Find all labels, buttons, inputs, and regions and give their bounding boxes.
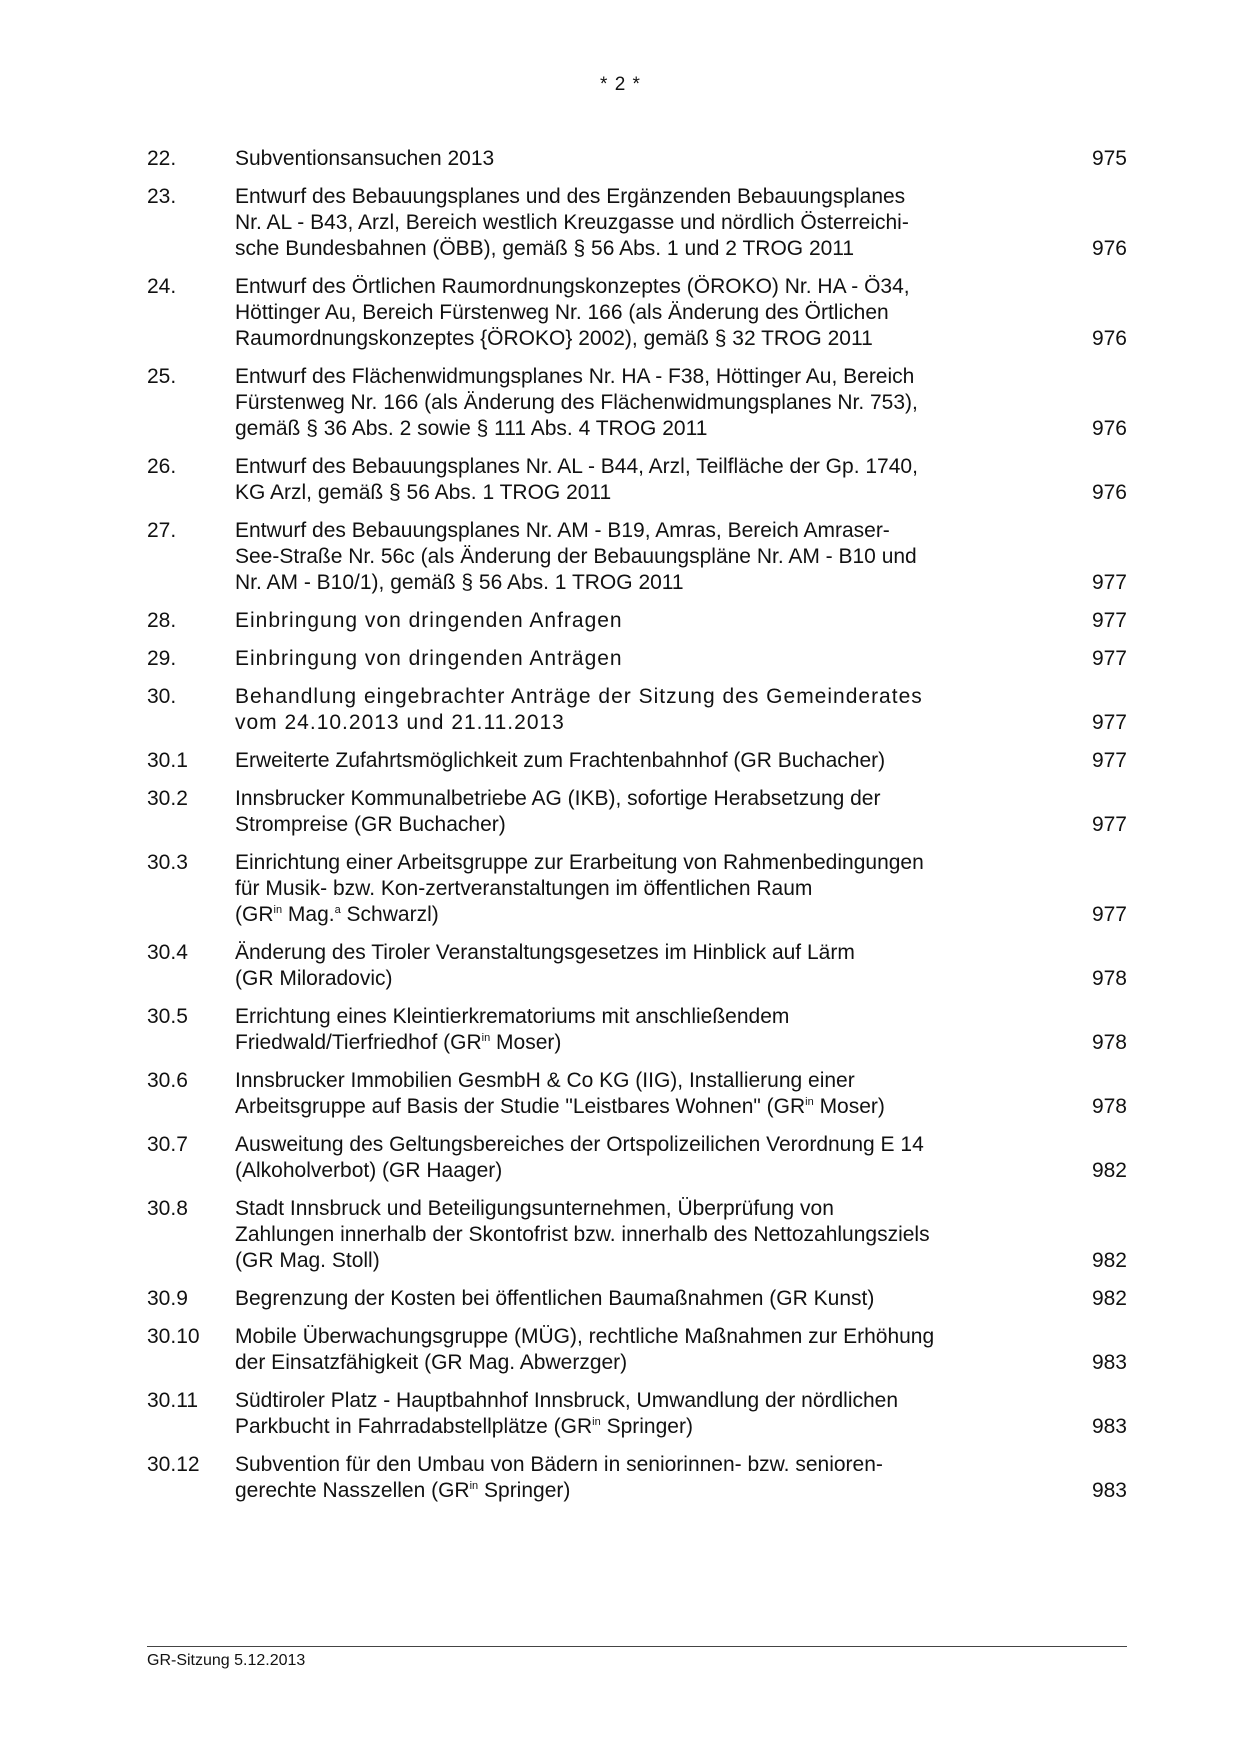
toc-entry <box>147 684 1127 736</box>
toc-entry-number: 30.9 <box>147 1287 188 1310</box>
toc-entry-page: 976 <box>1091 237 1127 260</box>
toc-entry-number: 30.1 <box>147 749 188 772</box>
toc-entry-line: vom 24.10.2013 und 21.11.2013 <box>235 711 565 734</box>
toc-entry-title <box>235 1132 1003 1184</box>
toc-entry-line: sche Bundesbahnen (ÖBB), gemäß § 56 Abs. 1 und 2 TROG 2011 <box>235 237 855 260</box>
toc-entry-line: Einrichtung einer Arbeitsgruppe zur Erarbeitung von Rahmenbedingungen <box>235 851 924 874</box>
toc-entry-page: 978 <box>1091 967 1127 990</box>
toc-entry-line: See-Straße Nr. 56c (als Änderung der Bebauungspläne Nr. AM - B10 und <box>235 545 917 568</box>
toc-entry-title <box>235 1388 1003 1440</box>
toc-entry-line: Entwurf des Flächenwidmungsplanes Nr. HA - F38, Höttinger Au, Bereich <box>235 365 915 388</box>
toc-entry <box>147 1132 1127 1184</box>
toc-entry <box>147 364 1127 442</box>
toc-entry-line: Erweiterte Zufahrtsmöglichkeit zum Frachtenbahnhof (GR Buchacher) <box>235 749 886 772</box>
toc-entry <box>147 146 1127 172</box>
toc-entry-title <box>235 454 1003 506</box>
toc-entry-title <box>235 1286 1003 1312</box>
toc-entry-number: 27. <box>147 519 177 542</box>
toc-entry-line: Mobile Überwachungsgruppe (MÜG), rechtliche Maßnahmen zur Erhöhung <box>235 1325 935 1348</box>
toc-entry-line: Stadt Innsbruck und Beteiligungsunternehmen, Überprüfung von <box>235 1197 834 1220</box>
toc-entry-line: Höttinger Au, Bereich Fürstenweg Nr. 166 (als Änderung des Örtlichen <box>235 301 889 324</box>
toc-entry-page: 977 <box>1091 571 1127 594</box>
toc-entry-number: 30.7 <box>147 1133 188 1156</box>
toc-entry-number: 30.8 <box>147 1197 188 1220</box>
toc-entry-page: 977 <box>1091 711 1127 734</box>
toc-entry-page: 976 <box>1091 417 1127 440</box>
toc-entry-number: 30. <box>147 685 177 708</box>
toc-entry-line: für Musik- bzw. Kon-zertveranstaltungen im öffentlichen Raum <box>235 877 813 900</box>
toc-entry-line: Raumordnungskonzeptes {ÖROKO} 2002), gemäß § 32 TROG 2011 <box>235 327 873 350</box>
toc-entry-title <box>235 786 1003 838</box>
toc-entry-line: (GR Mag. Stoll) <box>235 1249 380 1272</box>
toc-entry-line: Änderung des Tiroler Veranstaltungsgesetzes im Hinblick auf Lärm <box>235 941 855 964</box>
toc-entry-title <box>235 364 1003 442</box>
toc-entry-line: (Alkoholverbot) (GR Haager) <box>235 1159 503 1182</box>
toc-entry-title <box>235 608 1003 634</box>
toc-entry-title <box>235 1068 1003 1120</box>
toc-entry <box>147 1196 1127 1274</box>
toc-entry-line: Zahlungen innerhalb der Skontofrist bzw. innerhalb des Nettozahlungsziels <box>235 1223 930 1246</box>
toc-entry-page: 976 <box>1091 327 1127 350</box>
toc-entry-line: Entwurf des Bebauungsplanes Nr. AM - B19, Amras, Bereich Amraser- <box>235 519 890 542</box>
toc-entry <box>147 1452 1127 1504</box>
toc-entry-line: Einbringung von dringenden Anfragen <box>235 609 623 632</box>
toc-entry-title <box>235 1452 1003 1504</box>
table-of-contents <box>147 146 1127 1516</box>
toc-entry-number: 30.5 <box>147 1005 188 1028</box>
toc-entry-number: 30.2 <box>147 787 188 810</box>
toc-entry-line: Entwurf des Örtlichen Raumordnungskonzeptes (ÖROKO) Nr. HA - Ö34, <box>235 275 910 298</box>
toc-entry-line: Einbringung von dringenden Anträgen <box>235 647 623 670</box>
toc-entry-title <box>235 518 1003 596</box>
toc-entry-line: der Einsatzfähigkeit (GR Mag. Abwerzger) <box>235 1351 628 1374</box>
toc-entry-title <box>235 184 1003 262</box>
toc-entry-number: 30.12 <box>147 1453 200 1476</box>
toc-entry-number: 30.3 <box>147 851 188 874</box>
toc-entry-line: Ausweitung des Geltungsbereiches der Ortspolizeilichen Verordnung E 14 <box>235 1133 924 1156</box>
toc-entry <box>147 748 1127 774</box>
toc-entry <box>147 1286 1127 1312</box>
toc-entry-line: Begrenzung der Kosten bei öffentlichen Baumaßnahmen (GR Kunst) <box>235 1287 875 1310</box>
toc-entry <box>147 184 1127 262</box>
toc-entry-title <box>235 1004 1003 1056</box>
toc-entry-line: Entwurf des Bebauungsplanes Nr. AL - B44, Arzl, Teilfläche der Gp. 1740, <box>235 455 918 478</box>
toc-entry <box>147 274 1127 352</box>
toc-entry-line: (GR Miloradovic) <box>235 967 393 990</box>
toc-entry-line: Fürstenweg Nr. 166 (als Änderung des Flächenwidmungsplanes Nr. 753), <box>235 391 918 414</box>
toc-entry <box>147 1324 1127 1376</box>
toc-entry <box>147 1068 1127 1120</box>
toc-entry <box>147 940 1127 992</box>
toc-entry-page: 977 <box>1091 647 1127 670</box>
toc-entry-line: Behandlung eingebrachter Anträge der Sitzung des Gemeinderates <box>235 685 923 708</box>
toc-entry <box>147 518 1127 596</box>
toc-entry-title <box>235 646 1003 672</box>
toc-entry <box>147 454 1127 506</box>
toc-entry-page: 982 <box>1091 1287 1127 1310</box>
toc-entry-number: 30.4 <box>147 941 188 964</box>
toc-entry-line: Subvention für den Umbau von Bädern in seniorinnen- bzw. senioren- <box>235 1453 883 1476</box>
toc-entry <box>147 1388 1127 1440</box>
toc-entry-page: 983 <box>1091 1415 1127 1438</box>
toc-entry-title <box>235 1196 1003 1274</box>
toc-entry-page: 977 <box>1091 903 1127 926</box>
toc-entry-number: 30.6 <box>147 1069 188 1092</box>
toc-entry-title <box>235 146 1003 172</box>
toc-entry-page: 978 <box>1091 1031 1127 1054</box>
toc-entry-number: 26. <box>147 455 177 478</box>
toc-entry-number: 29. <box>147 647 177 670</box>
toc-entry-line: Innsbrucker Immobilien GesmbH & Co KG (IIG), Installierung einer <box>235 1069 855 1092</box>
toc-entry-line: Entwurf des Bebauungsplanes und des Ergänzenden Bebauungsplanes <box>235 185 906 208</box>
toc-entry-line: ($GR^{in}$ Mag.$^a$ Schwarzl) <box>235 903 439 926</box>
toc-entry-page: 977 <box>1091 749 1127 772</box>
toc-entry-line: Errichtung eines Kleintierkrematoriums mit anschließendem <box>235 1005 790 1028</box>
toc-entry-line: gemäß § 36 Abs. 2 sowie § 111 Abs. 4 TROG 2011 <box>235 417 708 440</box>
toc-entry-number: 30.10 <box>147 1325 200 1348</box>
toc-entry-number: 22. <box>147 147 177 170</box>
toc-entry-title <box>235 684 1003 736</box>
toc-entry-number: 23. <box>147 185 177 208</box>
toc-entry <box>147 646 1127 672</box>
toc-entry-line: Südtiroler Platz - Hauptbahnhof Innsbruck, Umwandlung der nördlichen <box>235 1389 899 1412</box>
toc-entry-number: 28. <box>147 609 177 632</box>
toc-entry-line: Nr. AM - B10/1), gemäß § 56 Abs. 1 TROG 2011 <box>235 571 684 594</box>
toc-entry-page: 978 <box>1091 1095 1127 1118</box>
toc-entry-page: 977 <box>1091 813 1127 836</box>
toc-entry-line: Innsbrucker Kommunalbetriebe AG (IKB), sofortige Herabsetzung der <box>235 787 881 810</box>
toc-entry-line: Subventionsansuchen 2013 <box>235 147 495 170</box>
toc-entry-number: 25. <box>147 365 177 388</box>
toc-entry-title <box>235 274 1003 352</box>
toc-entry-page: 976 <box>1091 481 1127 504</box>
toc-entry-number: 24. <box>147 275 177 298</box>
footer-divider <box>147 1646 1127 1647</box>
toc-entry <box>147 850 1127 928</box>
toc-entry-line: Nr. AL - B43, Arzl, Bereich westlich Kreuzgasse und nördlich Österreichi- <box>235 211 909 234</box>
toc-entry-line: gerechte Nasszellen ($GR^{in}$ Springer) <box>235 1479 571 1502</box>
toc-entry-page: 975 <box>1091 147 1127 170</box>
toc-entry-line: Friedwald/Tierfriedhof ($GR^{in}$ Moser) <box>235 1031 562 1054</box>
toc-entry-page: 982 <box>1091 1159 1127 1182</box>
toc-entry <box>147 786 1127 838</box>
toc-entry-page: 977 <box>1091 609 1127 632</box>
toc-entry-title <box>235 1324 1003 1376</box>
page-number: * 2 * <box>600 74 641 95</box>
toc-entry-line: Parkbucht in Fahrradabstellplätze ($GR^{in}$ Springer) <box>235 1415 693 1438</box>
toc-entry-title <box>235 940 1003 992</box>
toc-entry-line: Arbeitsgruppe auf Basis der Studie "Leistbares Wohnen" ($GR^{in}$ Moser) <box>235 1095 885 1118</box>
toc-entry-page: 982 <box>1091 1249 1127 1272</box>
footer-text: GR-Sitzung 5.12.2013 <box>147 1652 306 1669</box>
toc-entry-line: Strompreise (GR Buchacher) <box>235 813 506 836</box>
toc-entry-number: 30.11 <box>147 1389 198 1412</box>
toc-entry-line: KG Arzl, gemäß § 56 Abs. 1 TROG 2011 <box>235 481 612 504</box>
toc-entry <box>147 608 1127 634</box>
toc-entry-title <box>235 850 1003 928</box>
toc-entry-page: 983 <box>1091 1351 1127 1374</box>
toc-entry <box>147 1004 1127 1056</box>
toc-entry-title <box>235 748 1003 774</box>
toc-entry-page: 983 <box>1091 1479 1127 1502</box>
